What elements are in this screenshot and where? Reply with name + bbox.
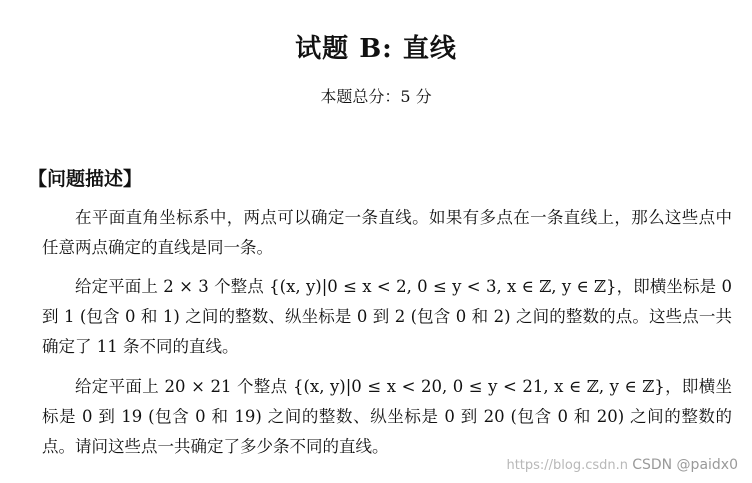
- watermark-url: https://blog.csdn.n: [506, 458, 629, 473]
- paragraph-3: 给定平面上 20 × 21 个整点 {(x, y)|0 ≤ x < 20, 0 ≤ y < 21, x ∈ ℤ, y ∈ ℤ}，即横坐标是 0 到 19 (包含 0 和 19) 之间的整数、纵坐标是 0 到 20 (包含 0 和 20) 之间的整数的点。请问这些点一共确定了多少条不同的直线。: [42, 377, 732, 456]
- section-heading: 【问题描述】: [28, 168, 143, 190]
- paragraph-2: 给定平面上 2 × 3 个整点 {(x, y)|0 ≤ x < 2, 0 ≤ y < 3, x ∈ ℤ, y ∈ ℤ}，即横坐标是 0 到 1 (包含 0 和 1) 之间的整数、纵坐标是 0 到 2 (包含 0 和 2) 之间的整数的点。这些点一共确定了 11 条不同的直线。: [42, 277, 732, 356]
- watermark: [506, 457, 738, 473]
- score-text: 本题总分：5 分: [320, 87, 432, 106]
- page-title: 试题 B: 直线: [295, 34, 457, 64]
- watermark-brand: CSDN @paidx0: [632, 457, 738, 473]
- paragraph-1: 在平面直角坐标系中，两点可以确定一条直线。如果有多点在一条直线上，那么这些点中任意两点确定的直线是同一条。: [42, 208, 732, 257]
